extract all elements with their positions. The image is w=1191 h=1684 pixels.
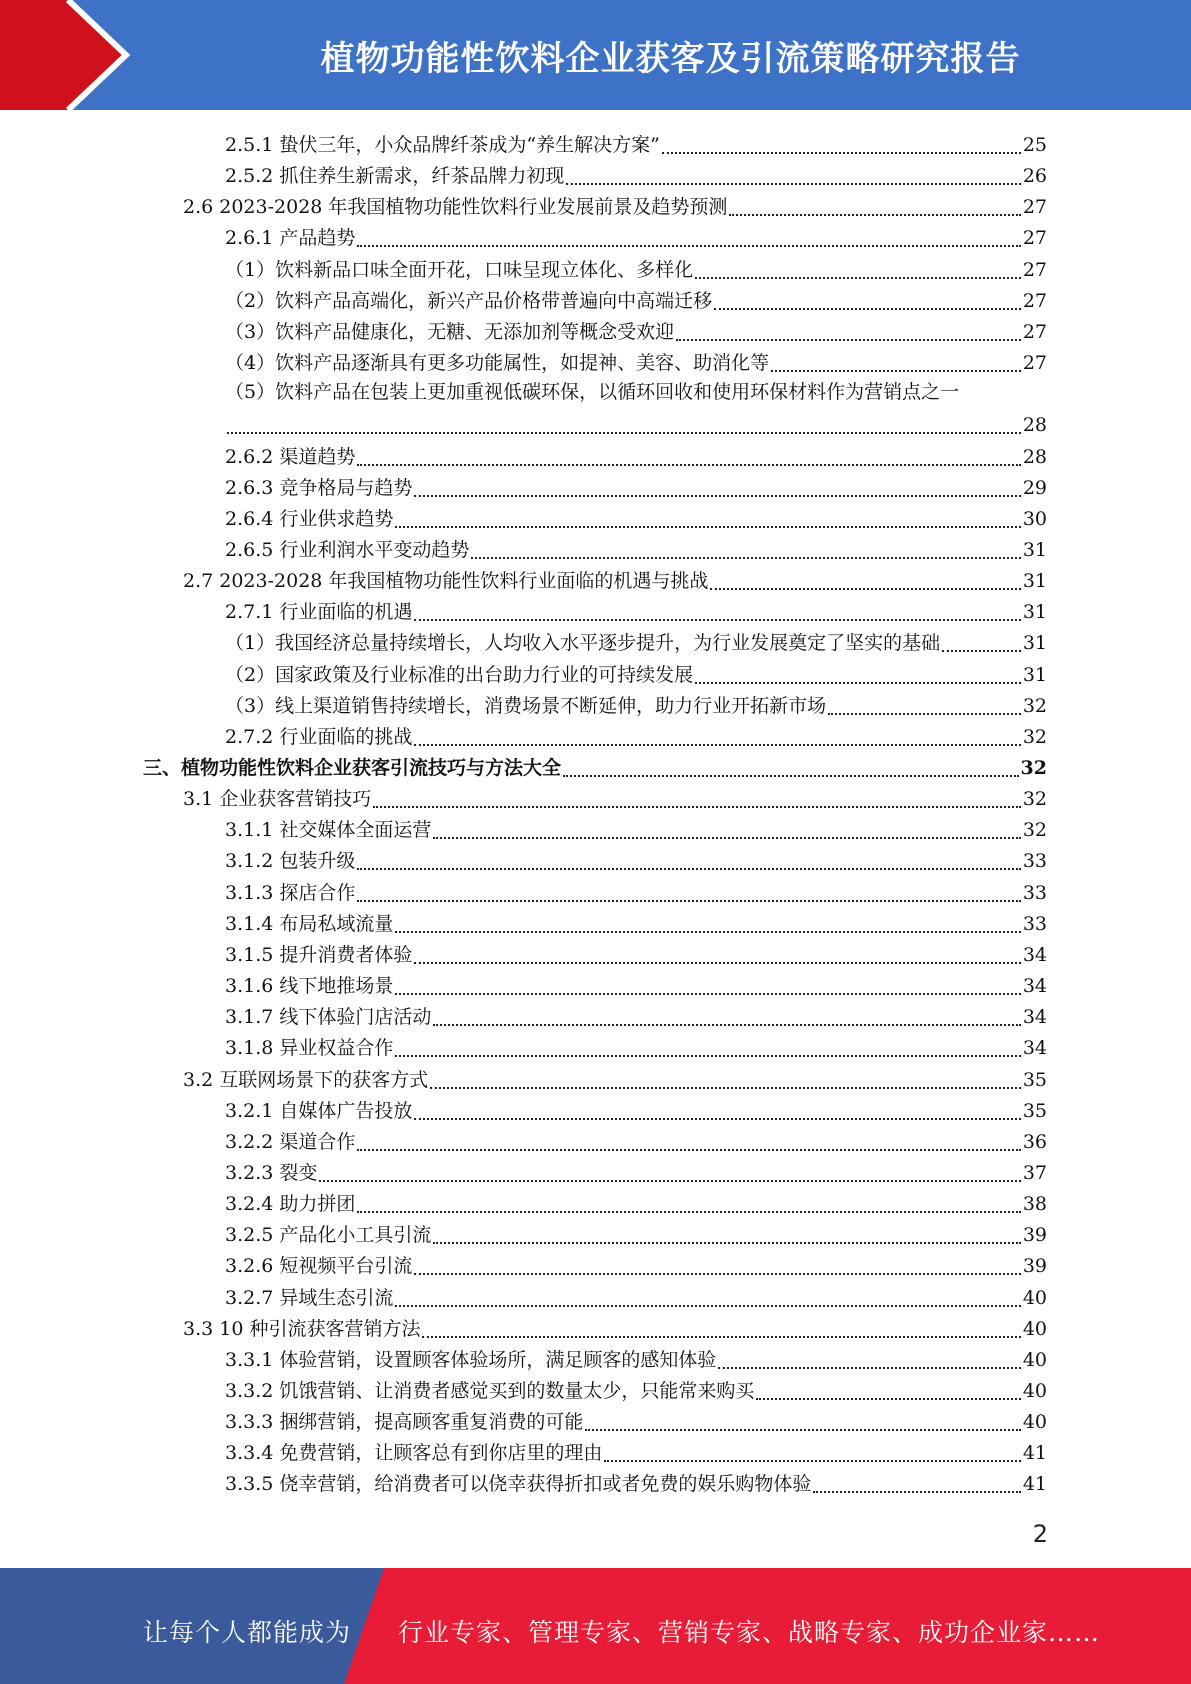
toc-entry-page: 34 bbox=[1022, 1006, 1047, 1029]
toc-entry[interactable] bbox=[183, 780, 1047, 811]
toc-leader-dots bbox=[414, 961, 1020, 964]
toc-entry-label: 3.2.5 产品化小工具引流 bbox=[225, 1224, 432, 1247]
toc-entry-label: 2.6.2 渠道趋势 bbox=[225, 445, 356, 468]
toc-entry-page: 31 bbox=[1022, 601, 1047, 624]
toc-entry-label: 2.7.1 行业面临的机遇 bbox=[225, 601, 413, 624]
toc-entry-page: 34 bbox=[1022, 1037, 1047, 1060]
toc-entry-page: 35 bbox=[1022, 1099, 1047, 1122]
toc-entry[interactable] bbox=[183, 1061, 1047, 1092]
toc-entry-label: （2）国家政策及行业标准的出台助力行业的可持续发展 bbox=[225, 663, 694, 686]
toc-entry-label: 2.6 2023-2028 年我国植物功能性饮料行业发展前景及趋势预测 bbox=[183, 196, 728, 219]
toc-entry-label: 3.3.1 体验营销，设置顾客体验场所，满足顾客的感知体验 bbox=[225, 1348, 717, 1371]
toc-leader-dots bbox=[357, 899, 1020, 902]
toc-entry-page: 25 bbox=[1022, 134, 1047, 156]
toc-entry-label: 3.2.6 短视频平台引流 bbox=[225, 1255, 413, 1278]
toc-entry-page: 40 bbox=[1022, 1380, 1047, 1402]
toc-entry[interactable] bbox=[225, 344, 1047, 375]
toc-entry-page: 27 bbox=[1022, 196, 1047, 219]
toc-entry[interactable] bbox=[225, 718, 1047, 749]
toc-entry-label: 3.2 互联网场景下的获客方式 bbox=[183, 1068, 429, 1091]
toc-entry-page: 31 bbox=[1022, 570, 1047, 593]
header-arrow-graphic bbox=[0, 0, 160, 110]
toc-entry-page: 32 bbox=[1022, 819, 1047, 842]
toc-entry-page: 28 bbox=[1022, 414, 1047, 437]
toc-entry-label: 2.5.1 蛰伏三年，小众品牌纤茶成为“养生解决方案” bbox=[225, 134, 660, 156]
toc-entry-page: 28 bbox=[1022, 445, 1047, 468]
toc-entry-page: 27 bbox=[1022, 320, 1047, 343]
toc-leader-dots bbox=[566, 182, 1020, 185]
toc-entry[interactable] bbox=[225, 1123, 1047, 1154]
toc-leader-dots bbox=[695, 681, 1021, 684]
toc-entry[interactable] bbox=[225, 126, 1047, 157]
toc-leader-dots bbox=[414, 1272, 1020, 1275]
toc-leader-dots bbox=[319, 1179, 1020, 1182]
toc-leader-dots bbox=[414, 494, 1020, 497]
toc-entry[interactable] bbox=[225, 1247, 1047, 1278]
toc-entry-page: 32 bbox=[1020, 757, 1047, 779]
toc-leader-dots bbox=[662, 151, 1021, 154]
toc-leader-dots bbox=[676, 338, 1021, 341]
toc-leader-dots bbox=[695, 276, 1021, 279]
toc-leader-dots bbox=[395, 525, 1020, 528]
page-header bbox=[0, 0, 1191, 110]
toc-entry-label: （5）饮料产品在包装上更加重视低碳环保，以循环回收和使用环保材料作为营销点之一 bbox=[225, 381, 960, 404]
toc-entry-page: 39 bbox=[1022, 1224, 1047, 1247]
toc-leader-dots bbox=[395, 1054, 1020, 1057]
toc-leader-dots bbox=[433, 1023, 1020, 1026]
toc-leader-dots bbox=[395, 930, 1020, 933]
toc-leader-dots bbox=[471, 556, 1020, 559]
toc-entry-label: 3.3.4 免费营销，让顾客总有到你店里的理由 bbox=[225, 1442, 603, 1465]
toc-entry-page: 40 bbox=[1022, 1317, 1047, 1340]
toc-entry-label: （3）饮料产品健康化，无糖、无添加剂等概念受欢迎 bbox=[225, 320, 675, 343]
toc-entry-page: 34 bbox=[1022, 943, 1047, 966]
toc-entry-page: 27 bbox=[1022, 227, 1047, 250]
toc-entry-page: 39 bbox=[1022, 1255, 1047, 1278]
toc-entry[interactable] bbox=[225, 811, 1047, 842]
toc-entry-label: 2.6.4 行业供求趋势 bbox=[225, 507, 394, 530]
toc-entry[interactable] bbox=[183, 562, 1047, 593]
toc-entry-label: （1）我国经济总量持续增长，人均收入水平逐步提升，为行业发展奠定了坚实的基础 bbox=[225, 632, 941, 655]
toc-entry-page: 27 bbox=[1022, 289, 1047, 312]
toc-entry-label: （4）饮料产品逐渐具有更多功能属性，如提神、美容、助消化等 bbox=[225, 352, 770, 375]
toc-entry-label: 3.2.7 异域生态引流 bbox=[225, 1286, 394, 1309]
toc-entry-page: 33 bbox=[1022, 881, 1047, 904]
toc-entry[interactable] bbox=[143, 749, 1047, 780]
toc-entry[interactable] bbox=[225, 1092, 1047, 1123]
toc-entry[interactable] bbox=[183, 1310, 1047, 1341]
page-number: 2 bbox=[1032, 1520, 1048, 1548]
toc-entry[interactable] bbox=[225, 1465, 1047, 1496]
toc-entry-label: 3.1.3 探店合作 bbox=[225, 881, 356, 904]
toc-entry-page: 37 bbox=[1022, 1161, 1047, 1184]
toc-entry-label: 2.7.2 行业面临的挑战 bbox=[225, 725, 413, 748]
toc-entry-label: 3.2.1 自媒体广告投放 bbox=[225, 1099, 413, 1122]
toc-leader-dots bbox=[828, 712, 1021, 715]
toc-entry[interactable] bbox=[225, 1216, 1047, 1247]
toc-entry-label: 3.1.7 线下体验门店活动 bbox=[225, 1006, 432, 1029]
toc-entry[interactable] bbox=[225, 1434, 1047, 1465]
toc-entry-page: 38 bbox=[1022, 1193, 1047, 1216]
toc-leader-dots bbox=[585, 1428, 1020, 1431]
toc-entry[interactable] bbox=[225, 438, 1047, 469]
toc-entry[interactable] bbox=[225, 687, 1047, 718]
footer-slogan-left: 让每个人都能成为 bbox=[143, 1618, 352, 1647]
toc-entry[interactable] bbox=[225, 656, 1047, 687]
toc-entry[interactable] bbox=[225, 1185, 1047, 1216]
toc-entry[interactable] bbox=[183, 188, 1047, 219]
toc-entry-page: 31 bbox=[1022, 632, 1047, 655]
toc-entry[interactable] bbox=[225, 624, 1047, 655]
page-title: 植物功能性饮料企业获客及引流策略研究报告 bbox=[320, 38, 1021, 79]
toc-entry-page: 32 bbox=[1022, 788, 1047, 811]
toc-entry-label: 3.1.1 社交媒体全面运营 bbox=[225, 819, 432, 842]
toc-entry[interactable] bbox=[225, 157, 1047, 188]
toc-entry-label: 3.3.3 捆绑营销，提高顾客重复消费的可能 bbox=[225, 1411, 584, 1434]
toc-entry[interactable] bbox=[225, 313, 1047, 344]
toc-leader-dots bbox=[604, 1459, 1020, 1462]
toc-entry[interactable] bbox=[225, 1341, 1047, 1372]
toc-leader-dots bbox=[433, 836, 1020, 839]
toc-entry-label: 3.2.3 裂变 bbox=[225, 1161, 318, 1184]
toc-entry-label: 3.1.6 线下地推场景 bbox=[225, 975, 394, 998]
toc-leader-dots bbox=[729, 213, 1020, 216]
toc-entry-page: 29 bbox=[1022, 476, 1047, 499]
toc-entry-label: 3.1 企业获客营销技巧 bbox=[183, 788, 372, 811]
toc-entry[interactable] bbox=[225, 469, 1047, 500]
toc-entry[interactable] bbox=[225, 1029, 1047, 1060]
toc-entry-label: 3.1.8 异业权益合作 bbox=[225, 1037, 394, 1060]
toc-leader-dots bbox=[414, 618, 1020, 621]
toc-entry-label: （1）饮料新品口味全面开花，口味呈现立体化、多样化 bbox=[225, 258, 694, 281]
toc-entry[interactable] bbox=[225, 1372, 1047, 1403]
toc-entry-label: 3.2.4 助力拼团 bbox=[225, 1193, 356, 1216]
toc-entry-page: 35 bbox=[1022, 1068, 1047, 1091]
toc-entry-page: 27 bbox=[1022, 352, 1047, 375]
toc-leader-dots bbox=[357, 867, 1020, 870]
toc-entry-page: 31 bbox=[1022, 663, 1047, 686]
toc-entry-page: 41 bbox=[1022, 1473, 1047, 1496]
toc-leader-dots bbox=[813, 1490, 1020, 1493]
toc-leader-dots bbox=[430, 1086, 1021, 1089]
toc-entry[interactable] bbox=[225, 593, 1047, 624]
toc-leader-dots bbox=[414, 1117, 1020, 1120]
toc-entry-page: 33 bbox=[1022, 912, 1047, 935]
toc-leader-dots bbox=[357, 1148, 1020, 1151]
toc-entry[interactable] bbox=[225, 874, 1047, 905]
toc-leader-dots bbox=[433, 1241, 1020, 1244]
footer-slogan-right: 行业专家、管理专家、营销专家、战略专家、成功企业家…… bbox=[398, 1618, 1101, 1647]
toc-entry[interactable] bbox=[225, 1279, 1047, 1310]
toc-entry-label: 3.1.4 布局私域流量 bbox=[225, 912, 394, 935]
toc-entry-page: 34 bbox=[1022, 975, 1047, 998]
toc-entry[interactable] bbox=[225, 998, 1047, 1029]
toc-leader-dots bbox=[942, 649, 1021, 652]
toc-leader-dots bbox=[414, 743, 1020, 746]
toc-leader-dots bbox=[422, 1335, 1020, 1338]
toc-entry[interactable] bbox=[225, 1154, 1047, 1185]
toc-entry-page: 40 bbox=[1022, 1348, 1047, 1371]
toc-leader-dots bbox=[756, 1397, 1020, 1400]
toc-entry-label: 2.6.5 行业利润水平变动趋势 bbox=[225, 538, 470, 561]
toc-entry-page: 40 bbox=[1022, 1411, 1047, 1434]
toc-entry-label: 3.3.5 侥幸营销，给消费者可以侥幸获得折扣或者免费的娱乐购物体验 bbox=[225, 1473, 812, 1496]
toc-entry-page: 33 bbox=[1022, 850, 1047, 873]
toc-leader-dots bbox=[357, 463, 1020, 466]
toc-entry[interactable] bbox=[225, 531, 1047, 562]
toc-entry[interactable] bbox=[225, 1403, 1047, 1434]
toc-entry[interactable] bbox=[225, 251, 1047, 282]
toc-entry-label: 2.7 2023-2028 年我国植物功能性饮料行业面临的机遇与挑战 bbox=[183, 570, 709, 593]
toc-entry-label: 3.1.5 提升消费者体验 bbox=[225, 943, 413, 966]
toc-entry[interactable] bbox=[225, 282, 1047, 313]
toc-entry-page: 30 bbox=[1022, 507, 1047, 530]
toc-leader-dots bbox=[771, 369, 1021, 372]
toc-leader-dots bbox=[714, 307, 1021, 310]
toc-leader-dots bbox=[373, 805, 1021, 808]
toc-leader-dots bbox=[395, 1304, 1020, 1307]
toc-entry-label: （2）饮料产品高端化，新兴产品价格带普遍向中高端迁移 bbox=[225, 289, 713, 312]
toc-entry[interactable] bbox=[225, 500, 1047, 531]
toc-entry-label: 2.6.1 产品趋势 bbox=[225, 227, 356, 250]
toc-leader-dots bbox=[227, 431, 1021, 434]
toc-entry-page: 41 bbox=[1022, 1442, 1047, 1465]
toc-entry-page: 27 bbox=[1022, 258, 1047, 281]
toc-entry-label: 3.1.2 包装升级 bbox=[225, 850, 356, 873]
toc-leader-dots bbox=[718, 1366, 1020, 1369]
toc-entry[interactable] bbox=[225, 842, 1047, 873]
toc-leader-dots bbox=[357, 244, 1020, 247]
toc-entry[interactable] bbox=[225, 905, 1047, 936]
toc-entry-page: 40 bbox=[1022, 1286, 1047, 1309]
toc-entry-page: 36 bbox=[1022, 1130, 1047, 1153]
toc-entry[interactable] bbox=[225, 219, 1047, 250]
toc-entry-page: 32 bbox=[1022, 694, 1047, 717]
toc-entry[interactable] bbox=[225, 406, 1047, 437]
toc-entry-label: 三、植物功能性饮料企业获客引流技巧与方法大全 bbox=[143, 757, 562, 779]
toc-leader-dots bbox=[710, 587, 1020, 590]
toc-entry-label: 3.3.2 饥饿营销、让消费者感觉买到的数量太少，只能常来购买 bbox=[225, 1380, 755, 1402]
toc-entry[interactable] bbox=[225, 936, 1047, 967]
toc-entry-label: 3.3 10 种引流获客营销方法 bbox=[183, 1317, 421, 1340]
toc-entry-page: 31 bbox=[1022, 538, 1047, 561]
toc-entry[interactable] bbox=[225, 967, 1047, 998]
toc-entry-label: 2.5.2 抓住养生新需求，纤茶品牌力初现 bbox=[225, 165, 565, 188]
toc-entry-label: （3）线上渠道销售持续增长，消费场景不断延伸，助力行业开拓新市场 bbox=[225, 694, 827, 717]
toc-leader-dots bbox=[395, 992, 1020, 995]
toc-entry-page: 26 bbox=[1022, 165, 1047, 188]
toc-entry-page: 32 bbox=[1022, 725, 1047, 748]
toc-entry-label: 3.2.2 渠道合作 bbox=[225, 1130, 356, 1153]
toc-leader-dots bbox=[357, 1210, 1020, 1213]
toc-leader-dots bbox=[563, 774, 1019, 777]
toc-entry-label: 2.6.3 竞争格局与趋势 bbox=[225, 476, 413, 499]
